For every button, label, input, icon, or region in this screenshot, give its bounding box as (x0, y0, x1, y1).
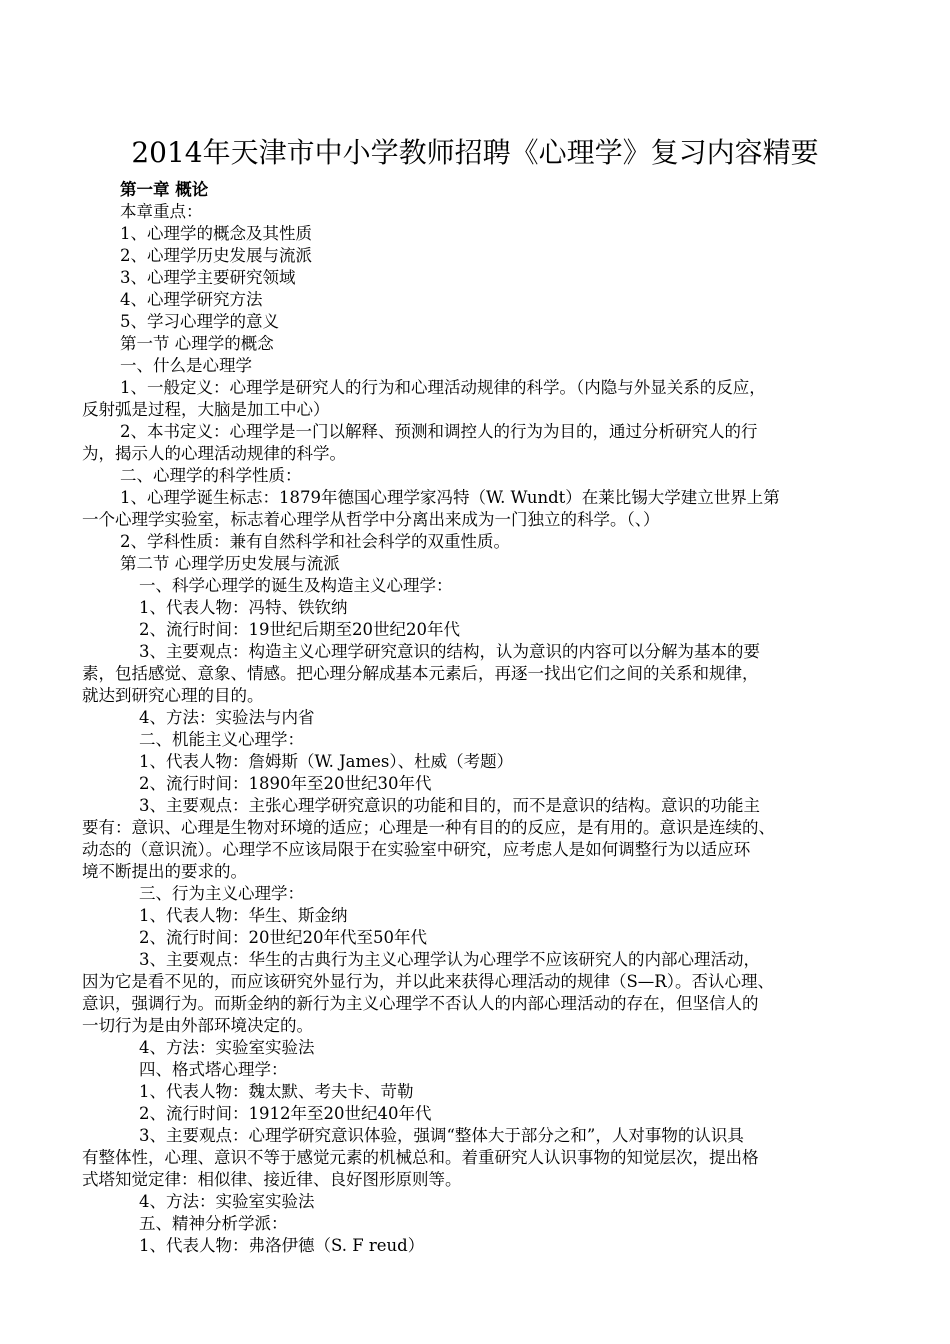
text-line: 1、代表人物：弗洛伊德（S. F reud） (139, 1236, 425, 1255)
text-line: 式塔知觉定律：相似律、接近律、良好图形原则等。 (82, 1170, 462, 1189)
text-line: 2、心理学历史发展与流派 (120, 246, 312, 265)
text-line: 3、主要观点：华生的古典行为主义心理学认为心理学不应该研究人的内部心理活动， (139, 950, 760, 969)
text-line: 2、学科性质：兼有自然科学和社会科学的双重性质。 (120, 532, 510, 551)
text-line: 有整体性，心理、意识不等于感觉元素的机械总和。着重研究人认识事物的知觉层次，提出格 (82, 1148, 759, 1167)
text-line: 要有：意识、心理是生物对环境的适应；心理是一种有目的的反应，是有用的。意识是连续的、 (82, 818, 775, 837)
text-line: 5、学习心理学的意义 (120, 312, 279, 331)
text-line: 1、代表人物：魏太默、考夫卡、苛勒 (139, 1082, 414, 1101)
text-line: 1、代表人物：詹姆斯（W. James）、杜威（考题） (139, 752, 514, 771)
text-line: 4、方法：实验室实验法 (139, 1038, 315, 1057)
text-line: 一、什么是心理学 (120, 356, 252, 375)
text-line: 1、代表人物：华生、斯金纳 (139, 906, 348, 925)
text-line: 四、格式塔心理学： (139, 1060, 288, 1079)
text-line: 一、科学心理学的诞生及构造主义心理学： (139, 576, 453, 595)
text-line: 2、流行时间：1890年至20世纪30年代 (139, 774, 432, 793)
text-line: 3、主要观点：心理学研究意识体验，强调“整体大于部分之和”，人对事物的认识具 (139, 1126, 744, 1145)
text-line: 五、精神分析学派： (139, 1214, 288, 1233)
text-line: 就达到研究心理的目的。 (82, 686, 264, 705)
text-line: 2、本书定义：心理学是一门以解释、预测和调控人的行为为目的，通过分析研究人的行 (120, 422, 758, 441)
text-line: 二、心理学的科学性质： (120, 466, 302, 485)
text-line: 4、方法：实验法与内省 (139, 708, 315, 727)
text-line: 本章重点： (120, 202, 203, 221)
text-line: 4、方法：实验室实验法 (139, 1192, 315, 1211)
text-line: 1、心理学诞生标志：1879年德国心理学家冯特（W. Wundt）在莱比锡大学建立世界上第 (120, 488, 780, 507)
text-line: 3、主要观点：构造主义心理学研究意识的结构，认为意识的内容可以分解为基本的要 (139, 642, 760, 661)
text-line: 为，揭示人的心理活动规律的科学。 (82, 444, 346, 463)
text-line: 动态的（意识流）。心理学不应该局限于在实验室中研究，应考虑人是如何调整行为以适应环 (82, 840, 751, 859)
text-line: 3、心理学主要研究领域 (120, 268, 296, 287)
text-line: 3、主要观点：主张心理学研究意识的功能和目的，而不是意识的结构。意识的功能主 (139, 796, 760, 815)
text-line: 境不断提出的要求的。 (82, 862, 247, 881)
text-line: 一个心理学实验室，标志着心理学从哲学中分离出来成为一门独立的科学。（、） (82, 510, 660, 529)
text-line: 三、行为主义心理学： (139, 884, 304, 903)
text-line: 1、代表人物：冯特、铁钦纳 (139, 598, 348, 617)
document-body (82, 179, 882, 1257)
text-line: 第一节 心理学的概念 (120, 334, 274, 353)
text-line: 因为它是看不见的，而应该研究外显行为，并以此来获得心理活动的规律（S—R）。否认心理、 (82, 972, 774, 991)
text-line: 反射弧是过程，大脑是加工中心） (82, 400, 330, 419)
text-line: 1、心理学的概念及其性质 (120, 224, 312, 243)
chapter-heading: 第一章 概论 (120, 180, 209, 199)
document-title: 2014年天津市中小学教师招聘《心理学》复习内容精要 (131, 136, 819, 169)
text-line: 二、机能主义心理学： (139, 730, 304, 749)
text-line: 意识，强调行为。而斯金纳的新行为主义心理学不否认人的内部心理活动的存在，但坚信人的 (82, 994, 759, 1013)
text-line: 1、一般定义：心理学是研究人的行为和心理活动规律的科学。（内隐与外显关系的反应， (120, 378, 766, 397)
text-line: 2、流行时间：20世纪20年代至50年代 (139, 928, 427, 947)
text-line: 一切行为是由外部环境决定的。 (82, 1016, 313, 1035)
text-line: 2、流行时间：1912年至20世纪40年代 (139, 1104, 432, 1123)
text-line: 2、流行时间：19世纪后期至20世纪20年代 (139, 620, 460, 639)
text-line: 4、心理学研究方法 (120, 290, 263, 309)
text-line: 素，包括感觉、意象、情感。把心理分解成基本元素后，再逐一找出它们之间的关系和规律， (82, 664, 759, 683)
text-line: 第二节 心理学历史发展与流派 (120, 554, 340, 573)
